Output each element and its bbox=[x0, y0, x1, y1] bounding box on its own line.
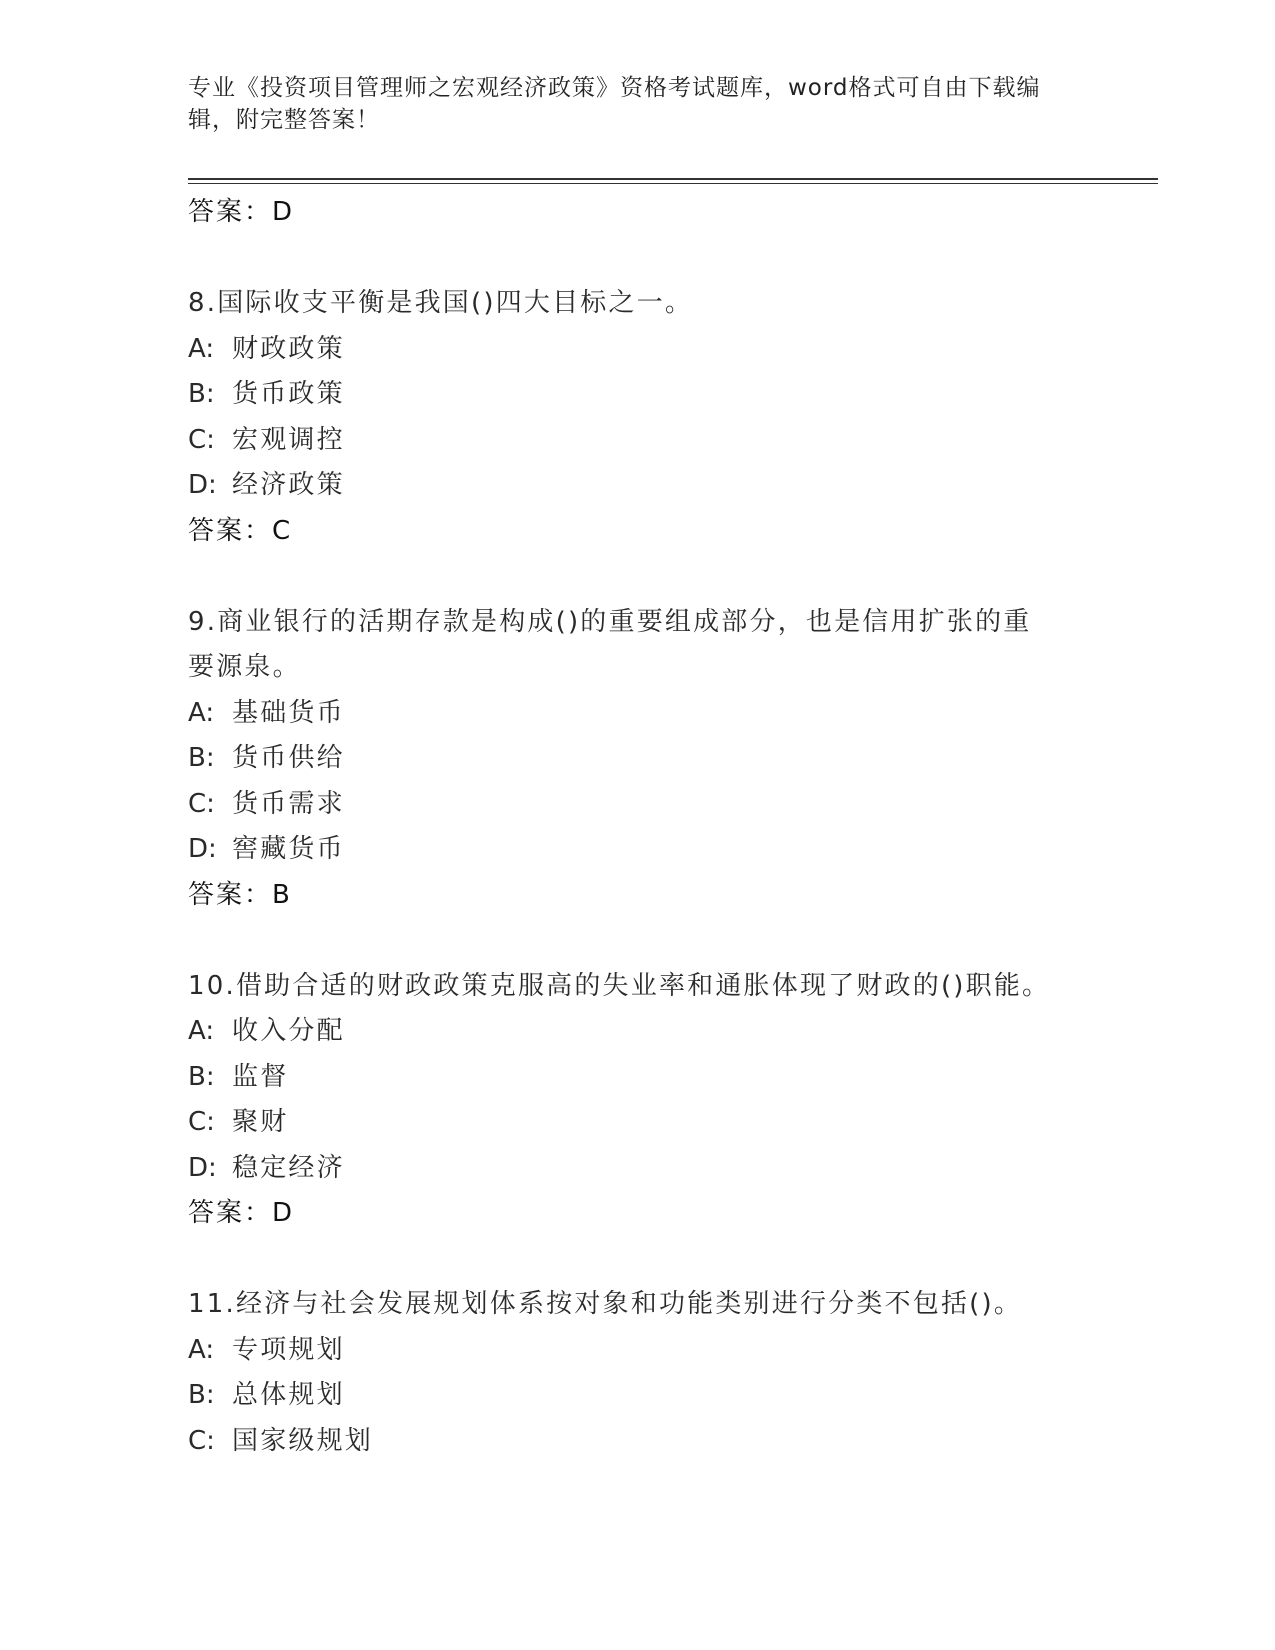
option-text: 财政政策 bbox=[232, 333, 345, 364]
option-text: 专项规划 bbox=[232, 1334, 345, 1365]
option-letter: B: bbox=[188, 1380, 215, 1410]
option-letter: A: bbox=[188, 1334, 215, 1365]
question-stem: 9.商业银行的活期存款是构成()的重要组成部分，也是信用扩张的重 bbox=[188, 606, 1032, 637]
document-header bbox=[188, 72, 1088, 136]
header-line-1: 专业《投资项目管理师之宏观经济政策》资格考试题库，word格式可自由下载编 bbox=[188, 75, 1041, 101]
answer-value: D bbox=[272, 197, 294, 227]
answer-value: D bbox=[272, 1198, 294, 1228]
option-text: 监督 bbox=[232, 1061, 289, 1092]
option-d bbox=[188, 827, 1088, 873]
option-a bbox=[188, 327, 1088, 373]
option-b bbox=[188, 372, 1088, 418]
spacer bbox=[188, 1237, 1088, 1283]
option-text: 国家级规划 bbox=[232, 1425, 374, 1456]
option-text: 收入分配 bbox=[232, 1016, 345, 1046]
option-letter: A: bbox=[188, 333, 215, 364]
option-letter: D: bbox=[188, 1152, 217, 1183]
option-a bbox=[188, 691, 1088, 737]
option-text: 聚财 bbox=[232, 1107, 289, 1137]
header-rule-thick bbox=[188, 178, 1158, 180]
spacer bbox=[188, 236, 1088, 282]
option-text: 基础货币 bbox=[232, 697, 345, 728]
answer-label: 答案： bbox=[188, 879, 273, 910]
option-text: 货币供给 bbox=[232, 743, 345, 773]
option-letter: B: bbox=[188, 1061, 215, 1092]
option-letter: C: bbox=[188, 1425, 215, 1456]
question-stem: 10.借助合适的财政政策克服高的失业率和通胀体现了财政的()职能。 bbox=[188, 970, 1051, 1001]
option-text: 宏观调控 bbox=[232, 424, 345, 455]
option-d bbox=[188, 463, 1088, 509]
answer-label: 答案： bbox=[188, 515, 273, 546]
question-stem-continued: 要源泉。 bbox=[188, 652, 301, 682]
option-text: 总体规划 bbox=[232, 1380, 345, 1410]
header-rule-thin bbox=[188, 183, 1158, 184]
answer-line bbox=[188, 873, 1088, 919]
question-stem: 11.经济与社会发展规划体系按对象和功能类别进行分类不包括()。 bbox=[188, 1289, 1023, 1319]
option-letter: A: bbox=[188, 1016, 215, 1046]
option-a bbox=[188, 1328, 1088, 1374]
option-letter: C: bbox=[188, 424, 215, 455]
option-b bbox=[188, 736, 1088, 782]
option-text: 稳定经济 bbox=[232, 1152, 345, 1183]
option-text: 窖藏货币 bbox=[232, 834, 345, 864]
option-letter: D: bbox=[188, 470, 217, 500]
option-c bbox=[188, 782, 1088, 828]
spacer bbox=[188, 918, 1088, 964]
option-c bbox=[188, 1419, 1088, 1465]
answer-label: 答案： bbox=[188, 1198, 273, 1228]
answer-value: B bbox=[272, 879, 291, 910]
option-a bbox=[188, 1009, 1088, 1055]
question-stem: 8.国际收支平衡是我国()四大目标之一。 bbox=[188, 288, 694, 318]
option-text: 货币需求 bbox=[232, 788, 345, 819]
answer-line bbox=[188, 1191, 1088, 1237]
option-letter: B: bbox=[188, 743, 215, 773]
option-b bbox=[188, 1373, 1088, 1419]
option-text: 货币政策 bbox=[232, 379, 345, 409]
spacer bbox=[188, 554, 1088, 600]
header-line-2: 辑，附完整答案！ bbox=[188, 107, 380, 133]
option-text: 经济政策 bbox=[232, 470, 345, 500]
answer-value: C bbox=[272, 515, 292, 546]
answer-line bbox=[188, 509, 1088, 555]
option-letter: C: bbox=[188, 1107, 215, 1137]
option-letter: B: bbox=[188, 379, 215, 409]
question-list bbox=[188, 190, 1088, 1464]
option-c bbox=[188, 1100, 1088, 1146]
answer-label: 答案： bbox=[188, 197, 273, 227]
option-letter: C: bbox=[188, 788, 215, 819]
option-b bbox=[188, 1055, 1088, 1101]
option-c bbox=[188, 418, 1088, 464]
answer-line bbox=[188, 190, 1088, 236]
option-letter: A: bbox=[188, 697, 215, 728]
option-d bbox=[188, 1146, 1088, 1192]
option-letter: D: bbox=[188, 834, 217, 864]
